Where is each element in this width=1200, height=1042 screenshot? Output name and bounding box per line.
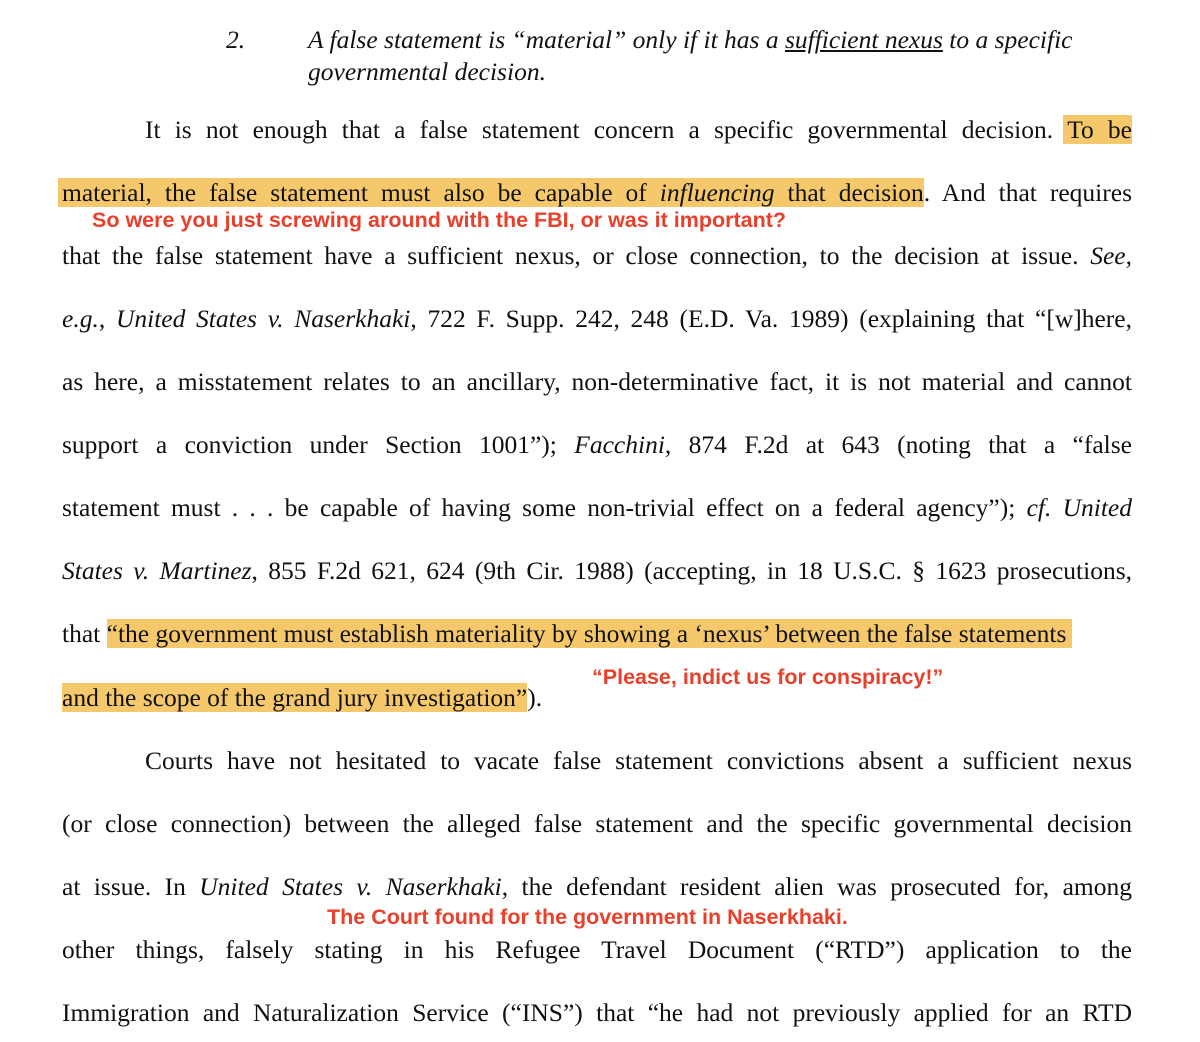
highlight: material, the false statement must also be capable of influencing that decision bbox=[58, 178, 924, 207]
para1-line-7: statement must . . . be capable of having some non-trivial effect on a federal agency”); cf. United bbox=[62, 493, 1132, 522]
annotation-note-3: The Court found for the government in Naserkhaki. bbox=[327, 905, 848, 929]
para2-line-5: Immigration and Naturalization Service (“INS”) that “he had not previously applied for an RTD bbox=[62, 998, 1132, 1027]
annotation-note-1: So were you just screwing around with the FBI, or was it important? bbox=[92, 208, 787, 232]
para1-line-8: States v. Martinez, 855 F.2d 621, 624 (9th Cir. 1988) (accepting, in 18 U.S.C. § 1623 prosecutions, bbox=[62, 556, 1132, 585]
highlight: “the government must establish materiality by showing a ‘nexus’ between the false statements bbox=[107, 619, 1073, 648]
para2-line-2: (or close connection) between the alleged false statement and the specific governmental decision bbox=[62, 809, 1132, 838]
para1-line-3: that the false statement have a sufficient nexus, or close connection, to the decision at issue. See, bbox=[62, 241, 1132, 270]
para1-line-10: and the scope of the grand jury investigation”). bbox=[62, 683, 543, 712]
para2-line-4: other things, falsely stating in his Refugee Travel Document (“RTD”) application to the bbox=[62, 935, 1132, 964]
para1-line-4: e.g., United States v. Naserkhaki, 722 F. Supp. 242, 248 (E.D. Va. 1989) (explaining that “[w]here, bbox=[62, 304, 1132, 333]
para2-line-3: at issue. In United States v. Naserkhaki, the defendant resident alien was prosecuted for, among bbox=[62, 872, 1132, 901]
highlight: and the scope of the grand jury investigation” bbox=[62, 683, 528, 712]
annotation-note-2: “Please, indict us for conspiracy!” bbox=[592, 665, 944, 689]
heading-number: 2. bbox=[226, 25, 246, 54]
para1-line-6: support a conviction under Section 1001”); Facchini, 874 F.2d at 643 (noting that a “false bbox=[62, 430, 1133, 459]
para2-line-1: Courts have not hesitated to vacate false statement convictions absent a sufficient nexus bbox=[145, 746, 1132, 775]
para1-line-9: that “the government must establish materiality by showing a ‘nexus’ between the false statements bbox=[62, 618, 1132, 650]
highlight: To be bbox=[1063, 115, 1132, 144]
para1-line-5: as here, a misstatement relates to an ancillary, non-determinative fact, it is not material and cannot bbox=[62, 367, 1132, 396]
heading-line-1: A false statement is “material” only if it has a sufficient nexus to a specific bbox=[308, 25, 1073, 54]
para1-line-1: It is not enough that a false statement concern a specific governmental decision. To be bbox=[145, 115, 1132, 144]
heading-underlined-phrase: sufficient nexus bbox=[784, 25, 943, 54]
para1-line-2: material, the false statement must also be capable of influencing that decision. And that requires bbox=[62, 177, 1132, 209]
heading-line-2: governmental decision. bbox=[308, 57, 546, 86]
